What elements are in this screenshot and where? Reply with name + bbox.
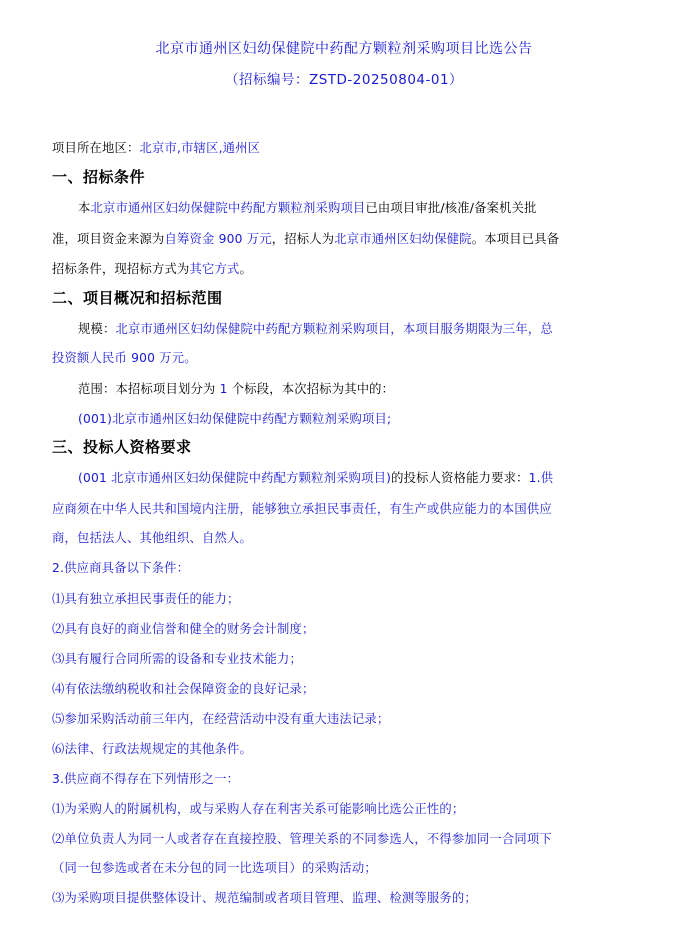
project-name: 北京市通州区妇幼保健院中药配方颗粒剂采购项目	[90, 201, 366, 215]
scope-line: 范围：本招标项目划分为 1 个标段，本次招标为其中的：	[78, 382, 395, 396]
condition-3-item: ⑵单位负责人为同一人或者存在直接控股、管理关系的不同参选人，不得参加同一合同项下	[52, 832, 552, 846]
condition-3-item-continued: （同一包参选或者在未分包的同一比选项目）的采购活动；	[52, 861, 377, 875]
condition-2-item: ⑷有依法缴纳税收和社会保障资金的良好记录；	[52, 682, 315, 696]
section-2-heading: 二、项目概况和招标范围	[52, 289, 223, 307]
section-1-line-2: 准，项目资金来源为自筹资金 900 万元，招标人为北京市通州区妇幼保健院。本项目已具备	[52, 232, 560, 246]
scale-line-2: 投资额人民币 900 万元。	[52, 351, 197, 365]
lot-count: 1	[215, 382, 232, 396]
condition-3-item: ⑶为采购项目提供整体设计、规范编制或者项目管理、监理、检测等服务的；	[52, 891, 477, 905]
lot-item: (001)北京市通州区妇幼保健院中药配方颗粒剂采购项目;	[78, 412, 392, 426]
qualification-line-2: 应商须在中华人民共和国境内注册，能够独立承担民事责任，有生产或供应能力的本国供应	[52, 502, 552, 516]
condition-3-item: ⑴为采购人的附属机构，或与采购人存在利害关系可能影响比选公正性的；	[52, 802, 465, 816]
section-1-line-3: 招标条件，现招标方式为其它方式。	[52, 262, 252, 276]
location-value: 北京市,市辖区,通州区	[139, 141, 261, 155]
section-3-heading: 三、投标人资格要求	[52, 438, 192, 456]
fund-source: 自筹资金 900 万元	[164, 232, 272, 246]
section-1-line-1: 本北京市通州区妇幼保健院中药配方颗粒剂采购项目已由项目审批/核准/备案机关批	[78, 201, 537, 215]
condition-2-title: 2.供应商具备以下条件：	[52, 561, 190, 575]
scale-label: 规模：	[78, 322, 116, 336]
tenderer-name: 北京市通州区妇幼保健院	[334, 232, 472, 246]
condition-2-item: ⑸参加采购活动前三年内，在经营活动中没有重大违法记录；	[52, 712, 390, 726]
section-1-heading: 一、招标条件	[52, 168, 146, 186]
location-label: 项目所在地区：	[52, 141, 140, 155]
condition-2-item: ⑵具有良好的商业信誉和健全的财务会计制度；	[52, 622, 315, 636]
document-title: 北京市通州区妇幼保健院中药配方颗粒剂采购项目比选公告	[155, 41, 533, 57]
tender-code: （招标编号：ZSTD-20250804-01）	[224, 72, 464, 88]
scale-line-1	[78, 319, 643, 337]
condition-2-item: ⑹法律、行政法规规定的其他条件。	[52, 742, 252, 756]
qualification-lot: (001 北京市通州区妇幼保健院中药配方颗粒剂采购项目)	[78, 471, 392, 485]
qualification-line-3: 商，包括法人、其他组织、自然人。	[52, 531, 252, 545]
condition-2-item: ⑴具有独立承担民事责任的能力；	[52, 592, 240, 606]
condition-2-item: ⑶具有履行合同所需的设备和专业技术能力；	[52, 652, 302, 666]
project-location	[52, 138, 642, 156]
qualification-intro: (001 北京市通州区妇幼保健院中药配方颗粒剂采购项目)的投标人资格能力要求：1.供	[78, 471, 554, 485]
scale-text: 北京市通州区妇幼保健院中药配方颗粒剂采购项目，本项目服务期限为三年，总	[115, 322, 553, 336]
tender-method: 其它方式	[189, 262, 240, 276]
condition-3-title: 3.供应商不得存在下列情形之一：	[52, 772, 240, 786]
